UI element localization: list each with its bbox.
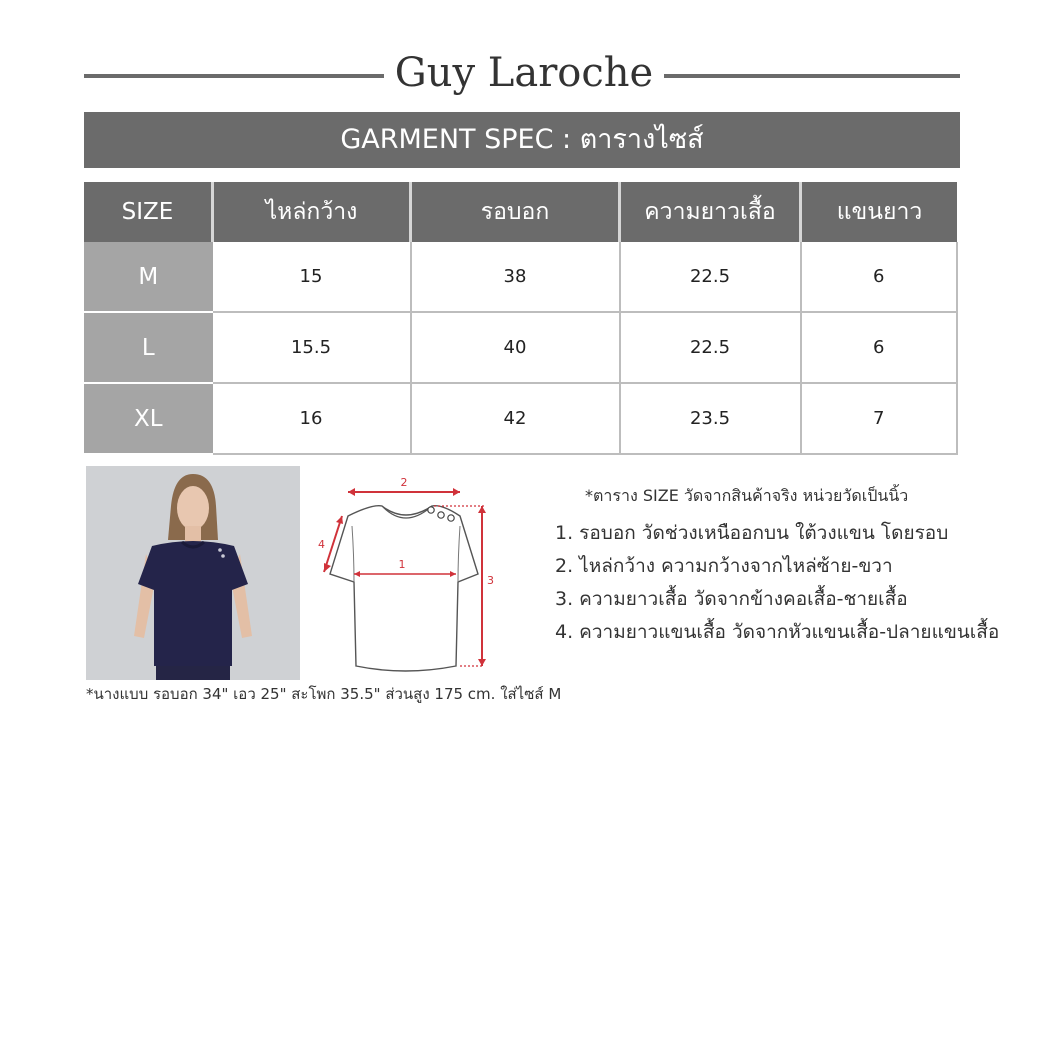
sleeve-cell: 6 [801, 242, 958, 312]
brand-divider-left [84, 74, 384, 78]
model-measurements-note: *นางแบบ รอบอก 34" เอว 25" สะโพก 35.5" ส่วนสูง 175 cm. ใส่ไซส์ M [86, 685, 562, 703]
sleeve-cell: 7 [801, 383, 958, 454]
shoulder-cell: 15 [213, 242, 411, 312]
header-length: ความยาวเสื้อ [620, 182, 801, 242]
note-item: 2. ไหล่กว้าง ความกว้างจากไหล่ซ้าย-ขวา [555, 555, 893, 577]
measure-4-label: 4 [318, 538, 325, 551]
table-row [84, 312, 957, 383]
brand-divider-right [664, 74, 960, 78]
sleeve-cell: 6 [801, 312, 958, 383]
table-row [84, 383, 957, 454]
model-figure-illustration [86, 466, 300, 680]
measurement-diagram [310, 466, 500, 678]
size-cell: M [84, 242, 213, 312]
chest-cell: 42 [411, 383, 620, 454]
shoulder-cell: 15.5 [213, 312, 411, 383]
note-item: 1. รอบอก วัดช่วงเหนืออกบน ใต้วงแขน โดยรอบ [555, 522, 949, 544]
chest-cell: 38 [411, 242, 620, 312]
model-photo [86, 466, 300, 680]
notes-heading: *ตาราง SIZE วัดจากสินค้าจริง หน่วยวัดเป็นนิ้ว [585, 486, 909, 505]
length-cell: 22.5 [620, 312, 801, 383]
tshirt-measurement-diagram [310, 466, 500, 678]
chest-cell: 40 [411, 312, 620, 383]
header-shoulder: ไหล่กว้าง [213, 182, 411, 242]
shoulder-cell: 16 [213, 383, 411, 454]
measure-3-label: 3 [487, 574, 494, 587]
brand-name: Guy Laroche [394, 50, 654, 96]
measurement-notes [555, 484, 1025, 649]
header-size: SIZE [84, 182, 213, 242]
size-cell: L [84, 312, 213, 383]
length-cell: 23.5 [620, 383, 801, 454]
note-item: 3. ความยาวเสื้อ วัดจากข้างคอเสื้อ-ชายเสื้อ [555, 588, 908, 610]
size-cell: XL [84, 383, 213, 454]
measure-1-label: 1 [398, 558, 406, 571]
measure-2-label: 2 [400, 476, 408, 489]
header-sleeve: แขนยาว [801, 182, 958, 242]
size-chart-table [84, 182, 958, 455]
length-cell: 22.5 [620, 242, 801, 312]
size-chart-header-row [84, 182, 957, 242]
garment-spec-title: GARMENT SPEC : ตารางไซส์ [84, 112, 960, 168]
brand-header [0, 48, 1040, 104]
header-chest: รอบอก [411, 182, 620, 242]
table-row [84, 242, 957, 312]
note-item: 4. ความยาวแขนเสื้อ วัดจากหัวแขนเสื้อ-ปลายแขนเสื้อ [555, 621, 1000, 643]
